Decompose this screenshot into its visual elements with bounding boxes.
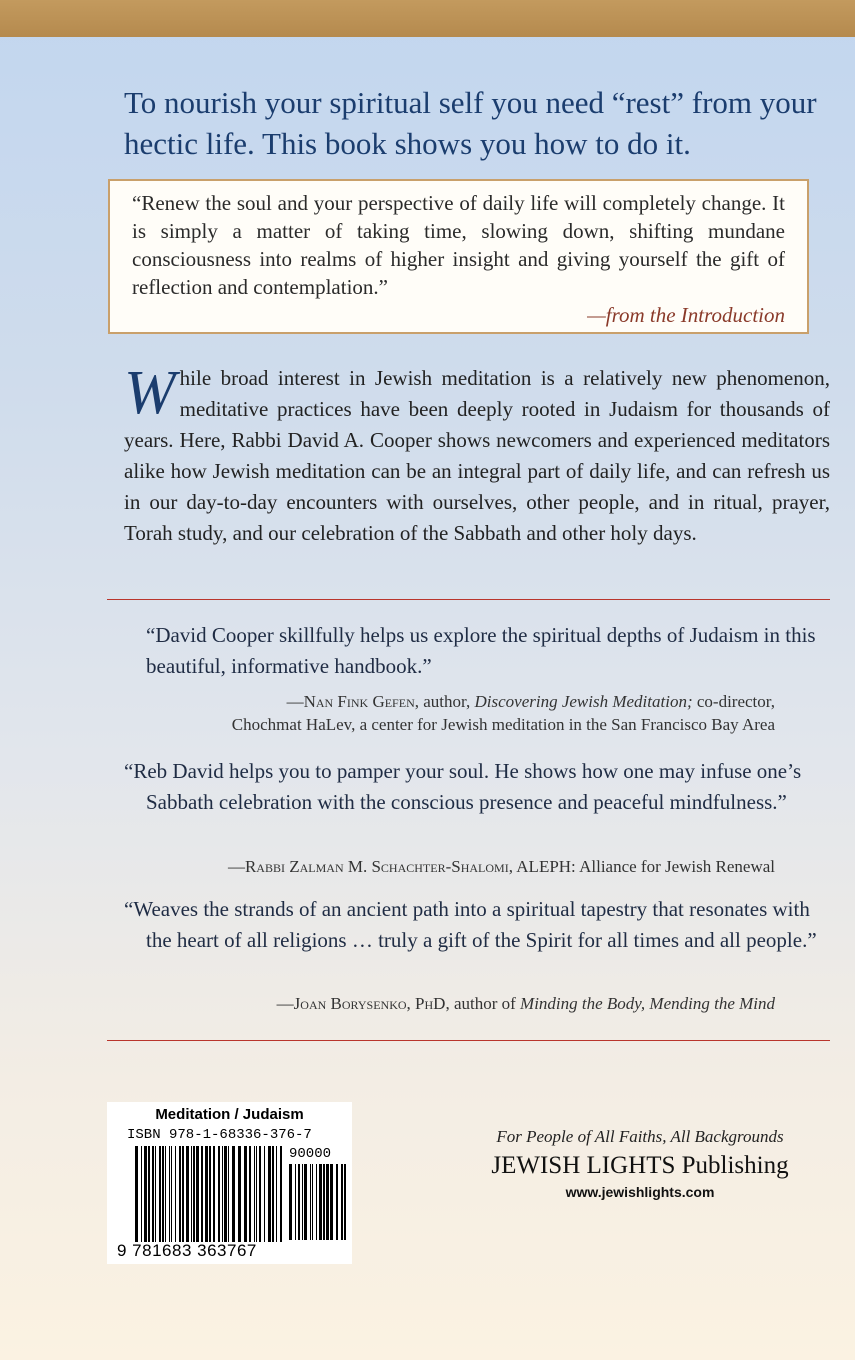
barcode-bar bbox=[224, 1146, 227, 1242]
barcode-bar bbox=[169, 1146, 170, 1242]
barcode-bar bbox=[289, 1164, 292, 1240]
barcode-bar bbox=[182, 1146, 184, 1242]
intro-quote-box bbox=[108, 179, 809, 334]
endorsement-3-work: Minding the Body, Mending the Mind bbox=[520, 994, 775, 1013]
barcode-bar bbox=[135, 1146, 138, 1242]
barcode-bar bbox=[276, 1146, 277, 1242]
publisher-name: JEWISH LIGHTS Publishing bbox=[491, 1152, 789, 1179]
barcode-digits: 9 781683 363767 bbox=[117, 1241, 257, 1260]
barcode-bar bbox=[205, 1146, 208, 1242]
endorsement-1-name: —Nan Fink Gefen bbox=[286, 692, 415, 711]
barcode-bar bbox=[344, 1164, 346, 1240]
barcode-bar bbox=[165, 1146, 166, 1242]
barcode-bar bbox=[295, 1164, 296, 1240]
barcode-bar bbox=[232, 1146, 235, 1242]
barcode-bar bbox=[264, 1146, 265, 1242]
headline: To nourish your spiritual self you need “rest” from your hectic life. This book shows you how to do it. bbox=[124, 85, 817, 161]
barcode-bar bbox=[179, 1146, 181, 1242]
endorsement-1-role: , author, bbox=[414, 692, 475, 711]
endorsement-3-quote: “Weaves the strands of an ancient path into a spiritual tapestry that resonates with the heart of all religions … truly a gift of the Spirit for all times and all people.” bbox=[124, 897, 817, 952]
endorsement-2 bbox=[124, 756, 830, 818]
barcode-bar bbox=[259, 1146, 261, 1242]
top-band bbox=[0, 0, 855, 37]
barcode-bar bbox=[228, 1146, 229, 1242]
endorsement-1-quote: “David Cooper skillfully helps us explore the spiritual depths of Judaism in this beautiful, informative handbook.” bbox=[146, 623, 816, 678]
barcode-bar bbox=[186, 1146, 189, 1242]
barcode-bar bbox=[304, 1164, 307, 1240]
barcode-bar bbox=[272, 1146, 274, 1242]
barcode-bar bbox=[249, 1146, 251, 1242]
endorsement-2-quote: “Reb David helps you to pamper your soul. He shows how one may infuse one’s Sabbath celebration with the conscious presence and peaceful mindfulness.” bbox=[124, 759, 802, 814]
barcode-bar bbox=[254, 1146, 255, 1242]
barcode-bar bbox=[280, 1146, 282, 1242]
barcode-bar bbox=[159, 1146, 161, 1242]
barcode-bar bbox=[336, 1164, 338, 1240]
endorsement-1-attribution bbox=[232, 690, 775, 736]
description-text: hile broad interest in Jewish meditation is a relatively new phenomenon, meditative practices have been deeply rooted in Judaism for thousands of years. Here, Rabbi David A. Cooper shows newcomers and experienced meditators alike how Jewish meditation can be an integral part of daily life, and can refresh us in our day-to-day encounters with ourselves, other people, and in ritual, prayer, Torah study, and our celebration of the Sabbath and other holy days. bbox=[124, 366, 830, 545]
barcode-bar bbox=[148, 1146, 150, 1242]
endorsement-1 bbox=[124, 620, 830, 682]
barcode-bar bbox=[312, 1164, 313, 1240]
drop-cap: W bbox=[124, 359, 176, 427]
barcode-bar bbox=[238, 1146, 241, 1242]
endorsement-2-attribution bbox=[228, 855, 775, 878]
endorsement-3-name: —Joan Borysenko, PhD bbox=[276, 994, 446, 1013]
barcode-price-code: 90000 bbox=[289, 1146, 332, 1162]
barcode-bar bbox=[268, 1146, 271, 1242]
publisher-tagline: For People of All Faiths, All Backgrounds bbox=[496, 1127, 784, 1146]
intro-quote-text: “Renew the soul and your perspective of daily life will completely change. It is simply a matter of taking time, slowing down, shifting mundane consciousness into realms of higher insight and giving yourself the gift of reflection and contemplation.” bbox=[132, 191, 785, 299]
endorsement-1-role-suffix: co-director, bbox=[692, 692, 775, 711]
barcode-bar bbox=[218, 1146, 220, 1242]
barcode-bar bbox=[302, 1164, 303, 1240]
barcode-bar bbox=[155, 1146, 156, 1242]
barcode-bar bbox=[213, 1146, 215, 1242]
barcode-bar bbox=[256, 1146, 257, 1242]
barcode-bar bbox=[196, 1146, 199, 1242]
barcode-bar bbox=[171, 1146, 172, 1242]
barcode-bar bbox=[326, 1164, 329, 1240]
barcode-bar bbox=[330, 1164, 333, 1240]
barcode-panel bbox=[107, 1102, 352, 1264]
publisher-url[interactable]: www.jewishlights.com bbox=[565, 1184, 715, 1200]
barcode-bar bbox=[341, 1164, 343, 1240]
barcode-bar bbox=[222, 1146, 223, 1242]
barcode-bar bbox=[201, 1146, 203, 1242]
barcode-bar bbox=[244, 1146, 247, 1242]
barcode-bars bbox=[135, 1146, 285, 1242]
divider-top bbox=[107, 599, 830, 600]
barcode-bar bbox=[191, 1146, 192, 1242]
barcode-bar bbox=[144, 1146, 147, 1242]
barcode-bar bbox=[323, 1164, 325, 1240]
barcode-addon-bars bbox=[289, 1164, 347, 1240]
barcode-bar bbox=[209, 1146, 211, 1242]
barcode-bar bbox=[162, 1146, 164, 1242]
endorsement-3 bbox=[124, 894, 830, 956]
publisher-block bbox=[470, 1126, 810, 1202]
barcode-bar bbox=[193, 1146, 195, 1242]
endorsement-2-name: —Rabbi Zalman M. Schachter-Shalomi bbox=[227, 857, 509, 876]
intro-quote-attribution: —from the Introduction bbox=[587, 303, 785, 327]
barcode-bar bbox=[310, 1164, 311, 1240]
endorsement-2-role: , ALEPH: Alliance for Jewish Renewal bbox=[508, 857, 775, 876]
barcode-bar bbox=[319, 1164, 322, 1240]
barcode-isbn: ISBN 978-1-68336-376-7 bbox=[127, 1127, 312, 1143]
barcode-bar bbox=[152, 1146, 154, 1242]
barcode-bar bbox=[141, 1146, 142, 1242]
endorsement-1-work: Discovering Jewish Meditation; bbox=[474, 692, 693, 711]
endorsement-3-attribution bbox=[277, 992, 775, 1015]
endorsement-1-line2: Chochmat HaLev, a center for Jewish meditation in the San Francisco Bay Area bbox=[231, 715, 775, 734]
barcode-category: Meditation / Judaism bbox=[155, 1106, 304, 1123]
barcode-bar bbox=[175, 1146, 176, 1242]
endorsement-3-role: , author of bbox=[445, 994, 521, 1013]
description-paragraph bbox=[124, 359, 830, 549]
barcode-bar bbox=[316, 1164, 317, 1240]
barcode-bar bbox=[298, 1164, 300, 1240]
divider-bottom bbox=[107, 1040, 830, 1041]
